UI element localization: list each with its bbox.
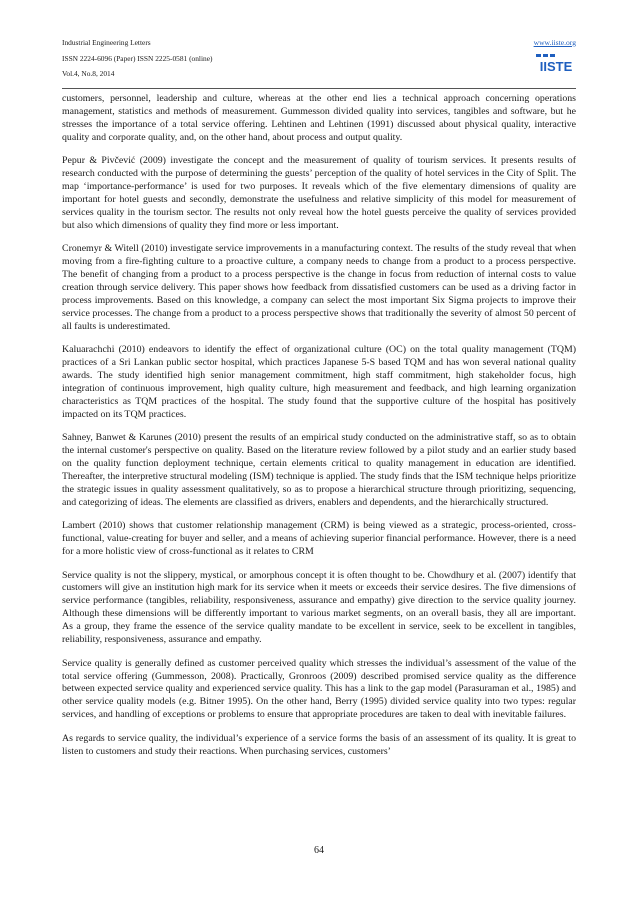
paragraph: Pepur & Pivčević (2009) investigate the concept and the measurement of quality of tourism services. It presents results of research conducted with the purpose of determining the guests’ perception of the quality of hotel services in the City of Split. The map ‘importance-performance’ is used for two purposes. It reveals which of the five elementary dimensions of quality are important for hotel guests and secondly, demonstrate the usefulness and relative simplicity of this model for measurement of services quality in the tourism sector. The results not only reveal how the hotel guests perceive the quality of services provided but also which dimensions of quality they find more or less important. <box>62 155 576 231</box>
paragraph: As regards to service quality, the individual’s experience of a service forms the basis of an assessment of its quality. It is great to listen to customers and study their reactions. When purchasing services, customers’ <box>62 732 576 757</box>
volume-line: Vol.4, No.8, 2014 <box>62 69 115 78</box>
page-number: 64 <box>314 845 324 856</box>
logo-text: IISTE <box>539 59 573 74</box>
paragraph: customers, personnel, leadership and culture, whereas at the other end lies a technical approach concerning operations management, statistics and methods of measurement. Gummesson divided quality into services, tangibles and software, but he stresses the importance of a total service offering. Lehtinen and Lehtinen (1991) discussed about physical quality, interactive quality and corporate quality, and, on the other hand, about process and output quality. <box>62 93 576 143</box>
issn-line: ISSN 2224-6096 (Paper) ISSN 2225-0581 (online) <box>62 53 213 63</box>
journal-url-link[interactable]: www.iiste.org <box>533 38 576 47</box>
paragraph: Kaluarachchi (2010) endeavors to identify the effect of organizational culture (OC) on the total quality management (TQM) practices of a Sri Lankan public sector hospital, which practices Japanese 5-S based TQM and has won several national quality awards. The study identified high senior management commitment, high staff commitment, high stakeholder focus, high integration of continuous improvement, high quality culture, high measurement and feedback, and high learning organization characteristics as TQM practices of the hospital. The study found that the supportive culture of the hospital has positively impacted on its TQM practices. <box>62 344 576 420</box>
paragraph: Lambert (2010) shows that customer relationship management (CRM) is being viewed as a strategic, process-oriented, cross-functional, value-creating for buyer and seller, and a means of achieving superior financial performance. However, there is a need for a more holistic view of cross-functional as it relates to CRM <box>62 520 576 558</box>
article-body <box>62 93 576 769</box>
paragraph: Service quality is generally defined as customer perceived quality which stresses the individual’s assessment of the value of the total service offering (Gummesson, 2008). Practically, Gronroos (2009) described promised service quality as the difference between expected service quality and experienced service quality. This has a link to the gap model (Parasuraman et al., 1985) and other service quality models (e.g. Bitner 1995). On the other hand, Berry (1995) divided service quality into two types: regular services, and handling of exceptions or problems to ensure that appropriate procedures are taken to deal with inevitable failures. <box>62 657 576 721</box>
paragraph: Cronemyr & Witell (2010) investigate service improvements in a manufacturing context. The results of the study reveal that when moving from a fire-fighting culture to a proactive culture, a company needs to change from a product to a process perspective. The benefit of changing from a product to a process perspective is the change in focus from reduction of internal costs to value creation through service delivery. This paper shows how feedback from dissatisfied customers can be used as a driving factor in process improvements. Based on this knowledge, a company can select the most important Six Sigma projects to improve their service processes. The change from a product to a process perspective shows that traditionally the severity of almost 50 percent of all faults is underestimated. <box>62 243 576 332</box>
paragraph: Service quality is not the slippery, mystical, or amorphous concept it is often thought to be. Chowdhury et al. (2007) identify that customers will give an institution high mark for its service when it meets or exceeds their service desires. The five dimensions of service performance (tangibles, reliability, responsiveness, assurance and empathy) give direction to the service quality journey. Although these dimensions will be differently important to various market segments, on an overall basis, they all are important. As a group, they frame the essence of the service quality mandate to be excellent in service, seek to be excellent in tangibles, reliability, responsiveness, assurance and empathy. <box>62 569 576 646</box>
paragraph: Sahney, Banwet & Karunes (2010) present the results of an empirical study conducted on the administrative staff, so as to obtain the internal customer's perspective on quality. Based on the literature review followed by a pilot study and an earlier study based on the quality function deployment technique, certain elements critical to quality management in education are identified. Thereafter, the interpretive structural modeling (ISM) technique is applied. The study finds that the ISM technique helps prioritize the strategic issues in quality assessment qualitatively, so as to propose a hierarchical structure through prioritizing, sequencing, and categorizing of ideas. The elements are classified as drivers, enablers and dependents, and the hierarchically structured. <box>62 432 576 508</box>
iiste-logo <box>536 54 576 76</box>
journal-name: Industrial Engineering Letters <box>62 38 151 47</box>
page-header <box>62 38 576 88</box>
header-divider <box>62 88 576 89</box>
